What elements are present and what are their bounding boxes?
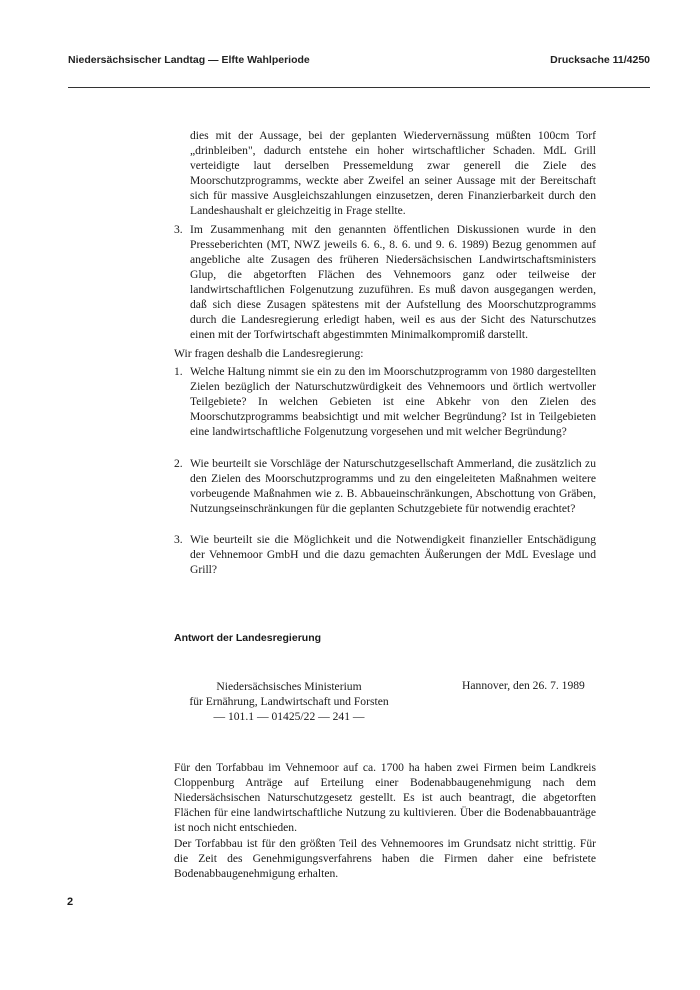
question-1 [174, 364, 596, 439]
question-2 [174, 456, 596, 516]
list-item-3 [174, 222, 596, 342]
document-number: Drucksache 11/4250 [550, 54, 650, 66]
question-3 [174, 532, 596, 577]
ministry-block [174, 679, 404, 724]
question-text: Wie beurteilt sie die Möglichkeit und die Notwendigkeit finanzieller Entschädigung der Vehnemoor GmbH und die dazu gemachten Äußerungen der MdL Eveslage und Grill? [190, 533, 596, 576]
page-number: 2 [67, 896, 74, 908]
question-number: 1. [174, 365, 183, 378]
list-number: 3. [174, 223, 183, 236]
question-number: 2. [174, 457, 183, 470]
reference-number: — 101.1 — 01425/22 — 241 — [213, 710, 365, 723]
answer-paragraph: Der Torfabbau ist für den größten Teil des Vehnemoores im Grundsatz nicht strittig. Für die Zeit des Genehmigungsverfahrens haben die Firmen daher eine befristete Bodenabbaugenehmigung erhalten. [174, 837, 596, 880]
answer-paragraph: Für den Torfabbau im Vehnemoor auf ca. 1700 ha haben zwei Firmen beim Landkreis Cloppenburg Anträge auf Erteilung einer Bodenabbaugenehmigung nach dem Niedersächsischen Naturschutzgesetz gestellt. Es ist auch beantragt, die abgetorften Flächen für eine landwirtschaftliche Nutzung zu kultivieren. Über die Bodenabbauanträge ist noch nicht entschieden. [174, 761, 596, 834]
header-title: Niedersächsischer Landtag — Elfte Wahlperiode [68, 54, 310, 66]
ministry-line: für Ernährung, Landwirtschaft und Forsten [189, 695, 389, 708]
question-text: Wie beurteilt sie Vorschläge der Naturschutzgesellschaft Ammerland, die zusätzlich zu den Zielen des Moorschutzprogramms und zu den eingeleiteten Maßnahmen weitere vorbeugende Maßnahmen wie z. B. Abbaueinschränkungen, Abschottung von Gräben, Nutzungseinschränkungen für die geplanten Schutzgebiete für notwendig erachtet? [190, 457, 596, 515]
question-intro: Wir fragen deshalb die Landesregierung: [174, 347, 364, 360]
question-text: Welche Haltung nimmt sie ein zu den im Moorschutzprogramm von 1980 dargestellten Zielen bezüglich der Naturschutzwürdigkeit des Vehnemoors und örtlich wertvoller Teilgebiete? In welchen Gebieten ist eine Abkehr von den Zielen des Moorschutzprogramms beabsichtigt und mit welcher Begründung? Ist in Teilgebieten eine landwirtschaftliche Folgenutzung vorgesehen und mit welcher Begründung? [190, 365, 596, 438]
answer-title: Antwort der Landesregierung [174, 632, 322, 644]
answer-date: Hannover, den 26. 7. 1989 [462, 679, 585, 692]
ministry-line: Niedersächsisches Ministerium [216, 680, 362, 693]
question-number: 3. [174, 533, 183, 546]
header-rule [68, 87, 650, 88]
continued-paragraph: dies mit der Aussage, bei der geplanten Wiedervernässung müßten 100cm Torf „drinbleiben", dadurch entstehe ein hoher wirtschaftlicher Schaden. MdL Grill verteidigte laut derselben Pressemeldung zwar generell die Ziele des Moorschutzprogramms, weckte aber Zweifel an seiner Aussage mit der Bereitschaft sich für massive Ausgleichszahlungen einzusetzen, deren Finanzierbarkeit durch den Landeshaushalt er gleichzeitig in Frage stellte. [190, 129, 596, 217]
list-text: Im Zusammenhang mit den genannten öffentlichen Diskussionen wurde in den Presseberichten (MT, NWZ jeweils 6. 6., 8. 6. und 9. 6. 1989) Bezug genommen auf angebliche alte Zusagen des früheren Niedersächsischen Landwirtschaftsministers Glup, die abgetorften Flächen des Vehnemoors ganz oder teilweise der landwirtschaftlichen Folgenutzung zuzuführen. Es muß davon ausgegangen werden, daß sich diese Zusagen spätestens mit der Aufstellung des Moorschutzprogramms durch die Landesregierung erledigt haben, weil es aus der Sicht des Naturschutzes einen mit der Torfwirtschaft abgestimmten Minimalkompromiß darstellt. [190, 223, 596, 341]
